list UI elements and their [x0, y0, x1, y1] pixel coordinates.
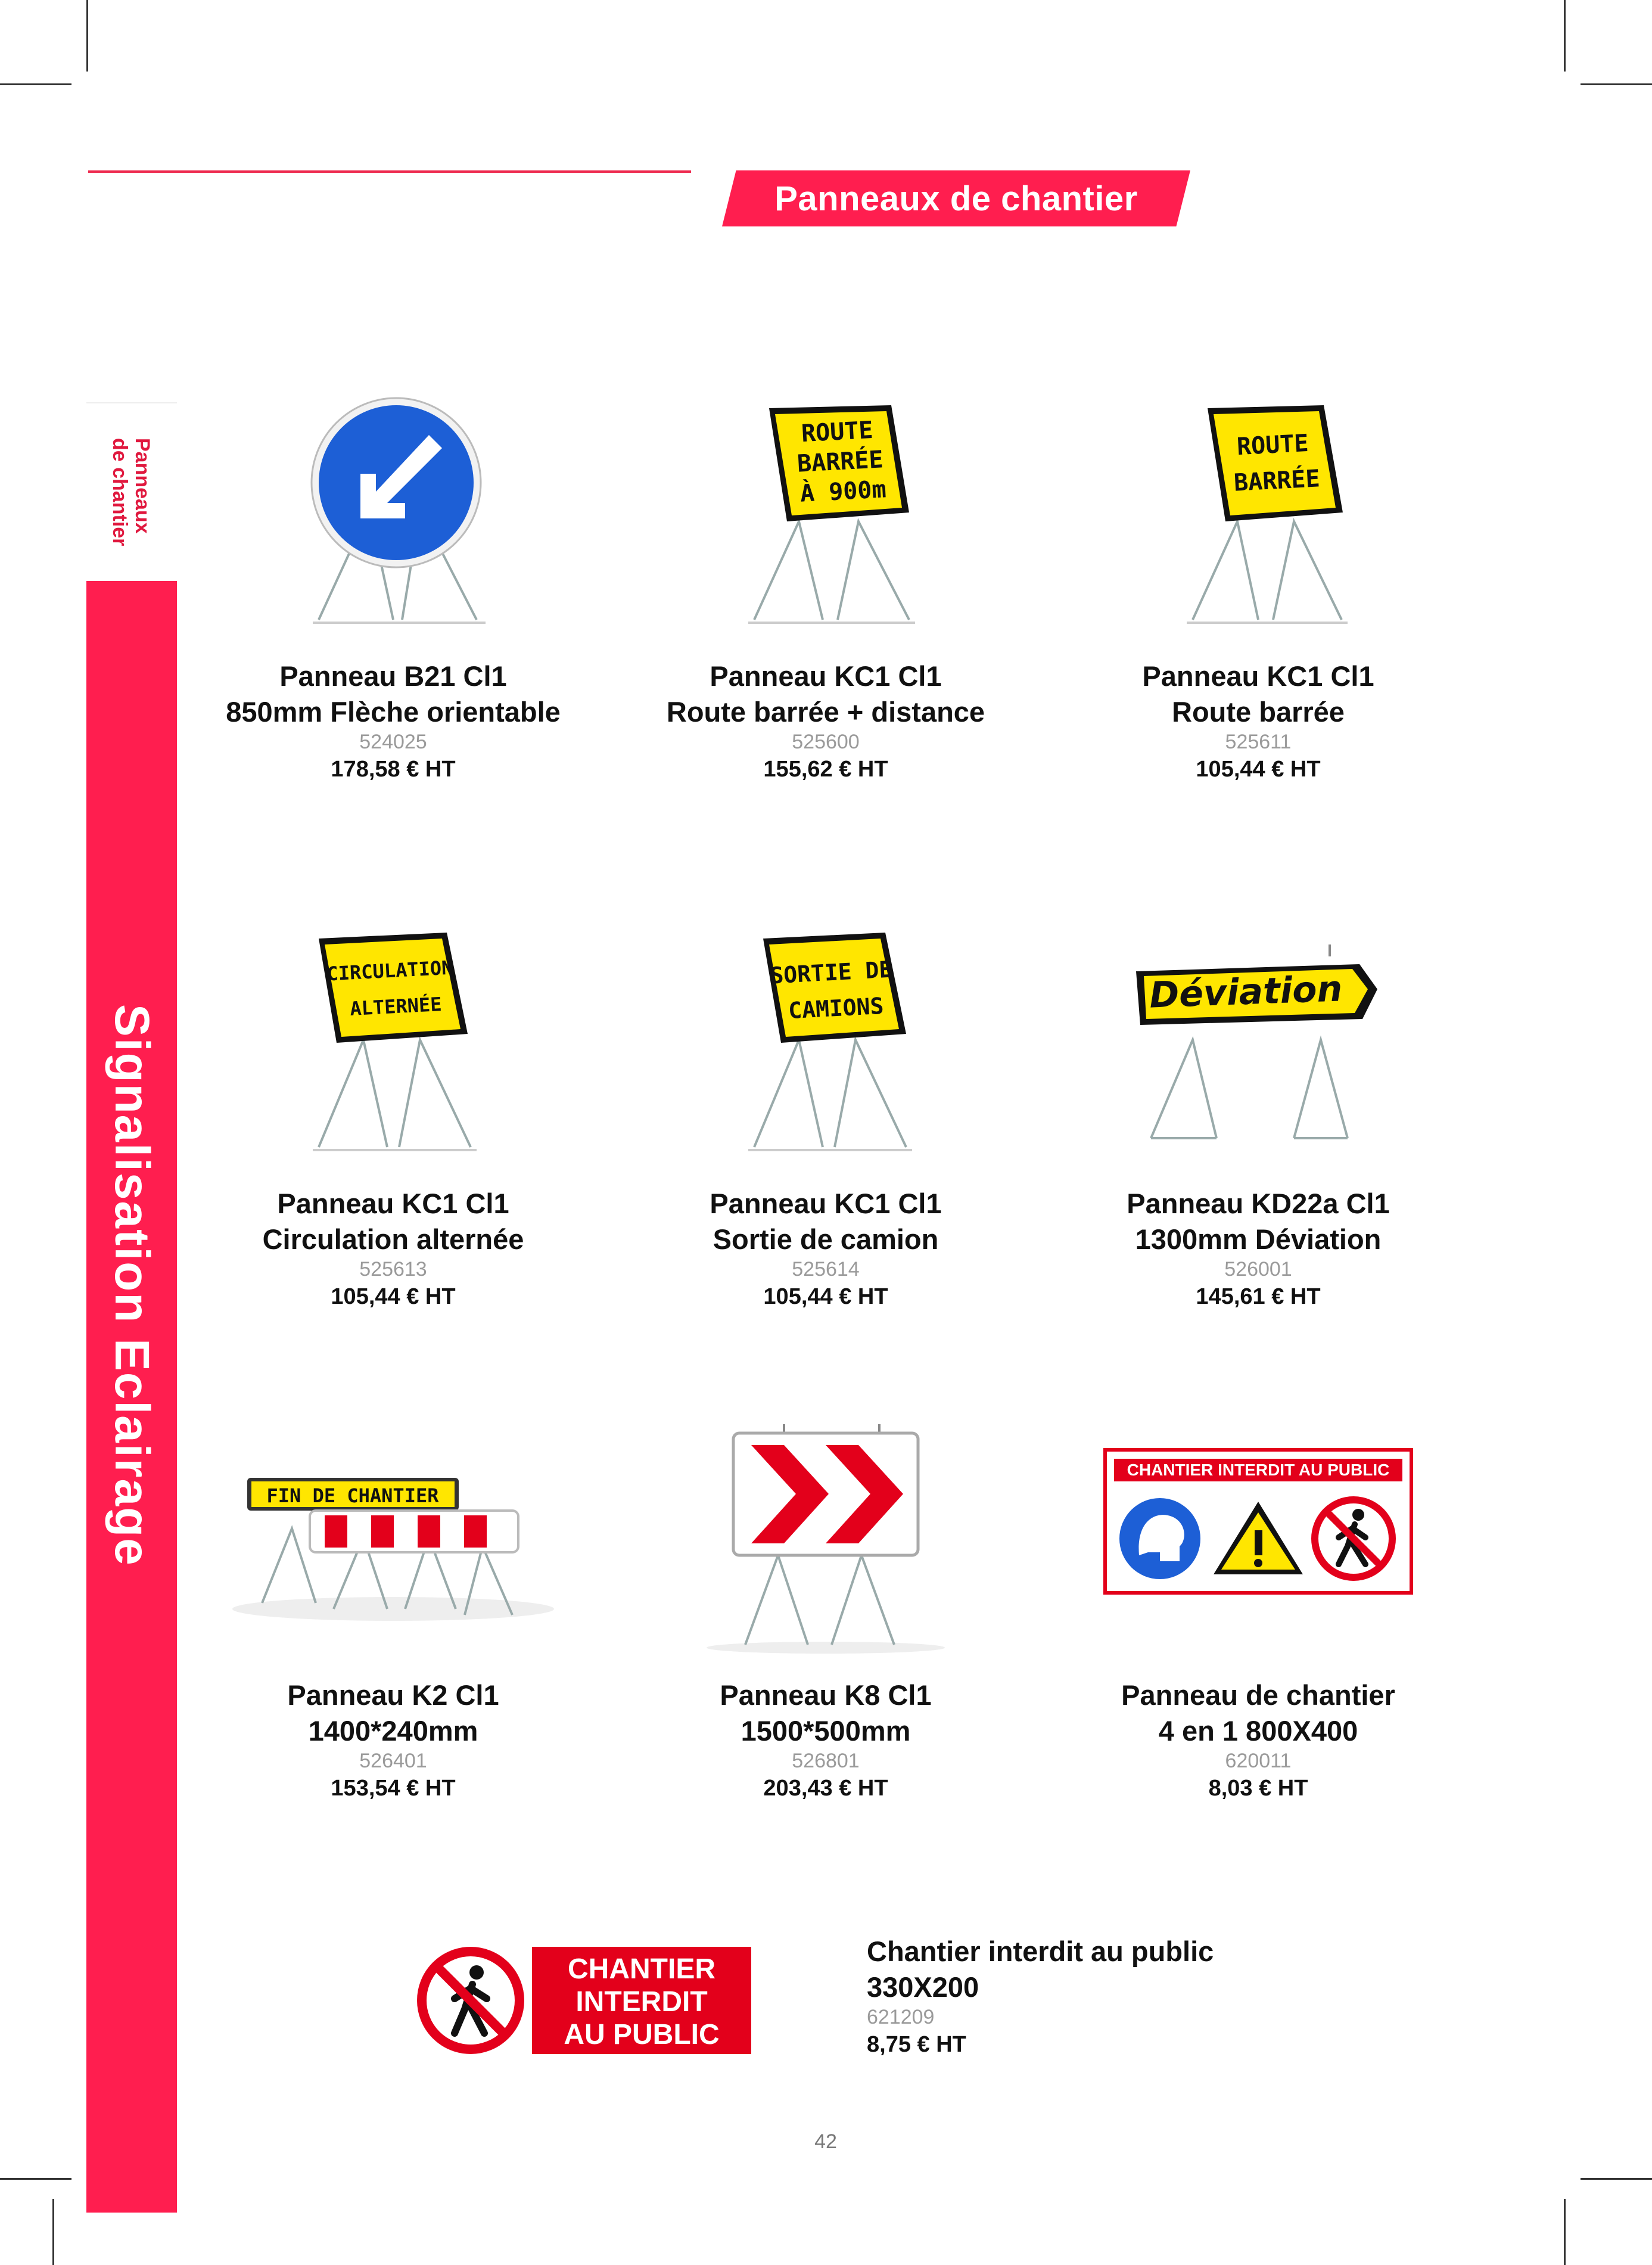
- sign-text: Déviation: [1149, 968, 1343, 1017]
- product-price: 155,62 € HT: [763, 757, 888, 782]
- crop-mark: [1564, 2199, 1566, 2265]
- product-price: 105,44 € HT: [763, 1284, 888, 1309]
- product-card: [617, 1418, 1034, 1804]
- sign-text: BARRÉE: [1233, 465, 1321, 497]
- sign-text: CAMIONS: [788, 992, 885, 1024]
- product-price: 203,43 € HT: [763, 1776, 888, 1801]
- product-ref: 621209: [867, 2006, 935, 2028]
- sign-text: ROUTE: [800, 416, 874, 448]
- header-rule: [88, 170, 691, 173]
- crop-mark: [1581, 83, 1652, 85]
- product-name-line2: Sortie de camion: [713, 1223, 939, 1255]
- crop-mark: [1581, 2178, 1652, 2180]
- product-name-line2: Route barrée: [1172, 696, 1345, 728]
- product-name-line1: Panneau K2 Cl1: [287, 1679, 499, 1711]
- sidebar-title: [86, 581, 177, 2213]
- product-ref: 525600: [792, 731, 860, 753]
- b21-arrow-sign-icon: [286, 393, 500, 632]
- product-price: 8,03 € HT: [1208, 1776, 1308, 1801]
- product-ref: 620011: [1225, 1750, 1292, 1772]
- product-name-line1: Panneau KD22a Cl1: [1127, 1188, 1390, 1219]
- product-card: [617, 906, 1034, 1312]
- product-card: [867, 1934, 1343, 2060]
- k2-fin-chantier-sign-icon: [226, 1418, 560, 1657]
- product-name-line1: Panneau de chantier: [1121, 1679, 1395, 1711]
- product-price: 145,61 € HT: [1196, 1284, 1321, 1309]
- crop-mark: [86, 0, 88, 72]
- product-ref: 526001: [1224, 1258, 1292, 1281]
- product-ref: 525614: [792, 1258, 860, 1281]
- product-card: [1050, 906, 1467, 1312]
- product-name-line2: 1400*240mm: [308, 1715, 478, 1747]
- sidebar-label: [86, 402, 176, 579]
- sign-text: SORTIE DE: [769, 956, 894, 989]
- product-name-line2: 1500*500mm: [741, 1715, 911, 1747]
- route-barree-distance-sign-icon: [718, 393, 933, 632]
- product-name-line1: Panneau B21 Cl1: [279, 660, 507, 692]
- sidebar-label-line1: Panneaux: [131, 438, 154, 534]
- page-number: 42: [814, 2130, 837, 2153]
- deviation-sign-icon: [1127, 906, 1389, 1156]
- product-name-line1: Panneau KC1 Cl1: [710, 1188, 942, 1219]
- product-card: [185, 393, 602, 785]
- section-title: Panneaux de chantier: [774, 179, 1138, 218]
- chantier-interdit-panel-icon: [414, 1944, 754, 2057]
- sidebar-title-text: Signalisation Eclairage: [105, 1004, 159, 1567]
- circulation-alternee-sign-icon: [286, 906, 500, 1156]
- product-ref: 526801: [792, 1750, 860, 1772]
- product-name-line1: Panneau KC1 Cl1: [277, 1188, 509, 1219]
- product-name-line1: Panneau KC1 Cl1: [1142, 660, 1374, 692]
- product-name-line2: Circulation alternée: [262, 1223, 524, 1255]
- product-card: [1050, 1418, 1467, 1804]
- product-price: 105,44 € HT: [1196, 757, 1321, 782]
- sign-text: CHANTIER INTERDIT AU PUBLIC: [1127, 1461, 1390, 1479]
- sign-text: À 900m: [799, 476, 887, 508]
- product-name-line1: Panneau K8 Cl1: [720, 1679, 932, 1711]
- product-name-line1: Panneau KC1 Cl1: [710, 660, 942, 692]
- product-name-line2: 1300mm Déviation: [1135, 1223, 1382, 1255]
- route-barree-sign-icon: [1151, 393, 1365, 632]
- product-price: 8,75 € HT: [867, 2032, 966, 2057]
- product-price: 178,58 € HT: [331, 757, 456, 782]
- product-name-line2: 850mm Flèche orientable: [226, 696, 561, 728]
- crop-mark: [0, 83, 71, 85]
- product-card: [185, 906, 602, 1312]
- sign-text: BARRÉE: [796, 446, 884, 478]
- product-card: [1050, 393, 1467, 785]
- product-price: 153,54 € HT: [331, 1776, 456, 1801]
- sign-text: ROUTE: [1236, 429, 1309, 461]
- sidebar-label-line2: de chantier: [108, 438, 131, 546]
- product-card: [617, 393, 1034, 785]
- crop-mark: [0, 2178, 71, 2180]
- product-card: [185, 1418, 602, 1804]
- product-ref: 526401: [359, 1750, 427, 1772]
- product-name-line2: 4 en 1 800X400: [1158, 1715, 1358, 1747]
- product-ref: 525613: [359, 1258, 427, 1281]
- sign-text: FIN DE CHANTIER: [266, 1484, 439, 1507]
- sign-text: INTERDIT: [575, 1986, 708, 2018]
- chantier-4en1-panel-icon: [1103, 1418, 1413, 1657]
- sign-text: ALTERNÉE: [349, 993, 443, 1021]
- crop-mark: [52, 2199, 54, 2265]
- product-name-line2: Route barrée + distance: [666, 696, 985, 728]
- product-name-line1: Chantier interdit au public: [867, 1935, 1214, 1967]
- product-name-line2: 330X200: [867, 1971, 979, 2003]
- k8-chevron-sign-icon: [689, 1418, 963, 1657]
- product-price: 105,44 € HT: [331, 1284, 456, 1309]
- sign-text: AU PUBLIC: [564, 2019, 720, 2050]
- product-ref: 524025: [359, 731, 427, 753]
- sign-text: CHANTIER: [568, 1953, 715, 1985]
- crop-mark: [1564, 0, 1566, 72]
- sign-text: CIRCULATION: [326, 956, 454, 986]
- sortie-camions-sign-icon: [718, 906, 933, 1156]
- product-ref: 525611: [1225, 731, 1292, 753]
